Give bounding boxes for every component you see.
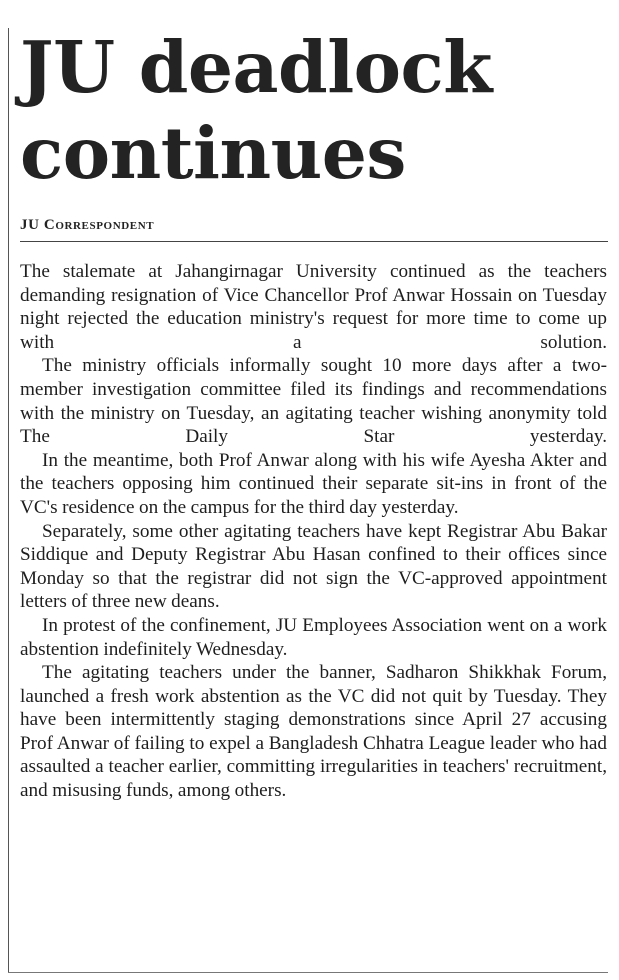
headline-line-2: continues	[20, 111, 406, 195]
article-paragraph-1: The stalemate at Jahangirnagar University continued as the teachers demanding resignation of Vice Chancellor Prof Anwar Hossain on Tuesday night rejected the education ministry's request for more time to come up with a solution.	[20, 261, 607, 353]
byline-divider	[20, 241, 608, 242]
article-paragraph-3: In the meantime, both Prof Anwar along with his wife Ayesha Akter and the teachers opposing him continued their separate sit-ins in front of the VC's residence on the campus for the third day yesterday.	[20, 449, 607, 518]
headline	[20, 24, 616, 196]
headline-line-1: JU deadlock	[20, 25, 492, 109]
column-divider-left	[8, 28, 9, 972]
article-paragraph-6: The agitating teachers under the banner, Sadharon Shikkhak Forum, launched a fresh work abstention as the VC did not quit by Tuesday. They have been intermittently staging demonstrations since April 27 accusing Prof Anwar of failing to expel a Bangladesh Chhatra League leader who had assaulted a teacher earlier, committing irregularities in teachers' recruitment, and misusing funds, among others.	[20, 662, 607, 802]
article-paragraph-5: In protest of the confinement, JU Employees Association went on a work abstention indefinitely Wednesday.	[20, 614, 607, 660]
column-divider-bottom	[8, 972, 608, 973]
article-paragraph-2: The ministry officials informally sought 10 more days after a two-member investigation committee filed its findings and recommendations with the ministry on Tuesday, an agitating teacher wishing anonymity told The Daily Star yesterday.	[20, 355, 607, 448]
byline: JU Correspondent	[20, 217, 155, 233]
article-paragraph-4: Separately, some other agitating teachers have kept Registrar Abu Bakar Siddique and Deputy Registrar Abu Hasan confined to their offices since Monday so that the registrar did not sign the VC-approved appointment letters of three new deans.	[20, 520, 607, 613]
article-body	[20, 260, 607, 803]
